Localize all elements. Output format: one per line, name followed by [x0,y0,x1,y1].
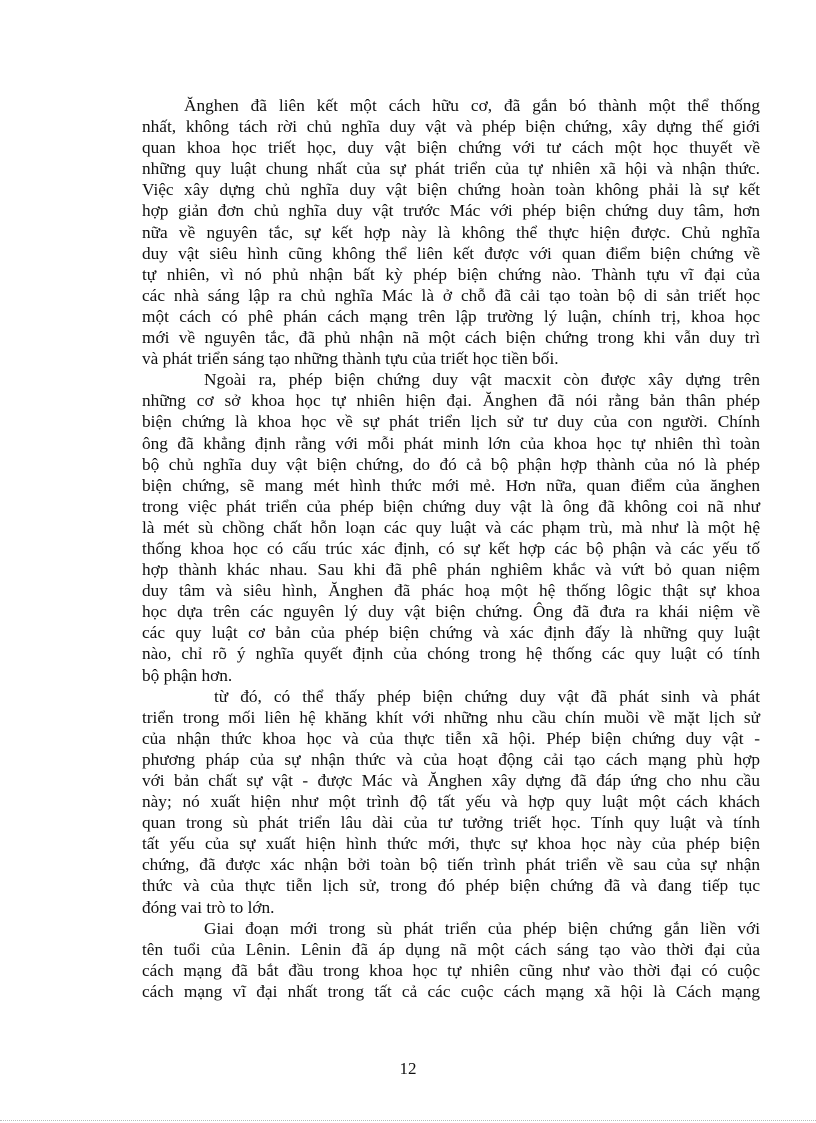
text-line: và phát triển sáng tạo những thành tựu của triết học tiền bối. [142,349,559,369]
text-line: thức và của thực tiễn lịch sử, trong đó phép biện chứng đã và đang tiếp tục [142,876,760,896]
paragraph-2 [142,369,760,685]
text-line: tất yếu của sự xuất hiện hình thức mới, thực sự khoa học này của phép biện [142,834,760,854]
text-line: bộ phận hơn. [142,665,233,685]
body-text [142,95,760,1002]
text-line: trong việc phát triển của phép biện chứng duy vật là ông đã không coi nã như [142,496,760,516]
text-line: nào, chỉ rõ ý nghĩa quyết định của chóng trong hệ thống các quy luật có tính [142,644,760,664]
paragraph-1 [142,95,760,369]
text-line: cách mạng đã bắt đầu trong khoa học tự nhiên cũng như vào thời đại có cuộc [142,960,760,980]
text-line: biện chứng, sẽ mang mét hình thức mới mẻ. Hơn nữa, quan điểm của ănghen [142,475,760,495]
text-line: mới về nguyên tắc, đã phủ nhận nã một cách biện chứng trong khi vẫn duy trì [142,328,760,348]
text-line: quan khoa học triết học, duy vật biện chứng với tư cách một học thuyết về [142,138,760,158]
text-line: các quy luật cơ bản của phép biện chứng và xác định đấy là những quy luật [142,623,760,643]
text-line: Ănghen đã liên kết một cách hữu cơ, đã gắn bó thành một thể thống [184,96,760,115]
text-line: hợp giản đơn chủ nghĩa duy vật trước Mác với phép biện chứng duy tâm, hơn [142,201,760,221]
text-line: bộ chủ nghĩa duy vật biện chứng, do đó cả bộ phận hợp thành của nó là phép [142,454,760,474]
text-line: Ngoài ra, phép biện chứng duy vật macxit còn được xây dựng trên [204,370,760,390]
text-line: tự nhiên, vì nó phủ nhận bất kỳ phép biện chứng nào. Thành tựu vĩ đại của [142,264,760,284]
text-line: Giai đoạn mới trong sù phát triển của phép biện chứng gắn liền với [204,918,760,938]
text-line: học dựa trên các nguyên lý duy vật biện chứng. Ông đã đưa ra khái niệm về [142,602,760,622]
text-line: quan trong sù phát triển lâu dài của tư tưởng triết học. Tính quy luật và tính [142,813,760,833]
page-number: 12 [399,1059,417,1078]
text-line: với bản chất sự vật - được Mác và Ănghen xây dựng đã đáp ứng cho nhu cầu [142,771,760,790]
text-line: Việc xây dựng chủ nghĩa duy vật biện chứng hoàn toàn không phải là sự kết [142,180,760,200]
text-line: triển trong mối liên hệ khăng khít với những nhu cầu chín muồi về mặt lịch sử [142,707,760,727]
text-line: từ đó, có thể thấy phép biện chứng duy vật đã phát sinh và phát [214,686,760,706]
text-line: cách mạng vĩ đại nhất trong tất cả các cuộc cách mạng xã hội là Cách mạng [142,981,760,1001]
text-line: hợp thành khác nhau. Sau khi đã phê phán nghiêm khắc và vứt bỏ quan niệm [142,560,760,580]
text-line: các nhà sáng lập ra chủ nghĩa Mác là ở chỗ đã cải tạo toàn bộ di sản triết học [142,285,760,305]
text-line: duy vật siêu hình cũng không thể liên kết được với quan điểm biện chứng về [142,243,760,263]
text-line: của nhận thức khoa học và của thực tiễn xã hội. Phép biện chứng duy vật - [142,728,760,748]
text-line: chứng, đã được xác nhận bởi toàn bộ tiến trình phát triển về sau của sự nhận [142,855,760,875]
page-bottom-divider [0,1120,816,1121]
text-line: phương pháp của sự nhận thức và của hoạt động cải tạo cách mạng phù hợp [142,749,760,769]
paragraph-4 [142,918,760,1002]
text-line: này; nó xuất hiện như một trình độ tất yếu và hợp quy luật một cách khách [142,792,760,812]
text-line: biện chứng là khoa học về sự phát triển lịch sử tư duy của con người. Chính [142,412,760,432]
text-line: một cách có phê phán cách mạng trên lập trường lý luận, chính trị, khoa học [142,306,760,326]
text-line: thống khoa học có cấu trúc xác định, có sự kết hợp các bộ phận và các yếu tố [142,538,760,558]
text-line: nhất, không tách rời chủ nghĩa duy vật và phép biện chứng, xây dựng thế giới [142,117,760,137]
text-line: tên tuổi của Lênin. Lênin đã áp dụng nã một cách sáng tạo vào thời đại của [142,939,760,959]
paragraph-3 [142,686,760,918]
text-line: là mét sù chồng chất hỗn loạn các quy luật và các phạm trù, mà như là một hệ [142,517,760,537]
text-line: đóng vai trò to lớn. [142,897,275,917]
text-line: những quy luật chung nhất của sự phát triển của tự nhiên xã hội và nhận thức. [142,159,760,179]
text-line: những cơ sở khoa học tự nhiên hiện đại. Ănghen đã nói rằng bản thân phép [142,391,760,411]
text-line: duy tâm và siêu hình, Ănghen đã phác hoạ một hệ thống lôgic thật sự khoa [142,581,760,601]
text-line: ông đã khẳng định rằng với mỗi phát minh lớn của khoa học tự nhiên thì toàn [142,433,760,453]
text-line: nữa về nguyên tắc, sự kết hợp này là không thể thực hiện được. Chủ nghĩa [142,222,760,242]
